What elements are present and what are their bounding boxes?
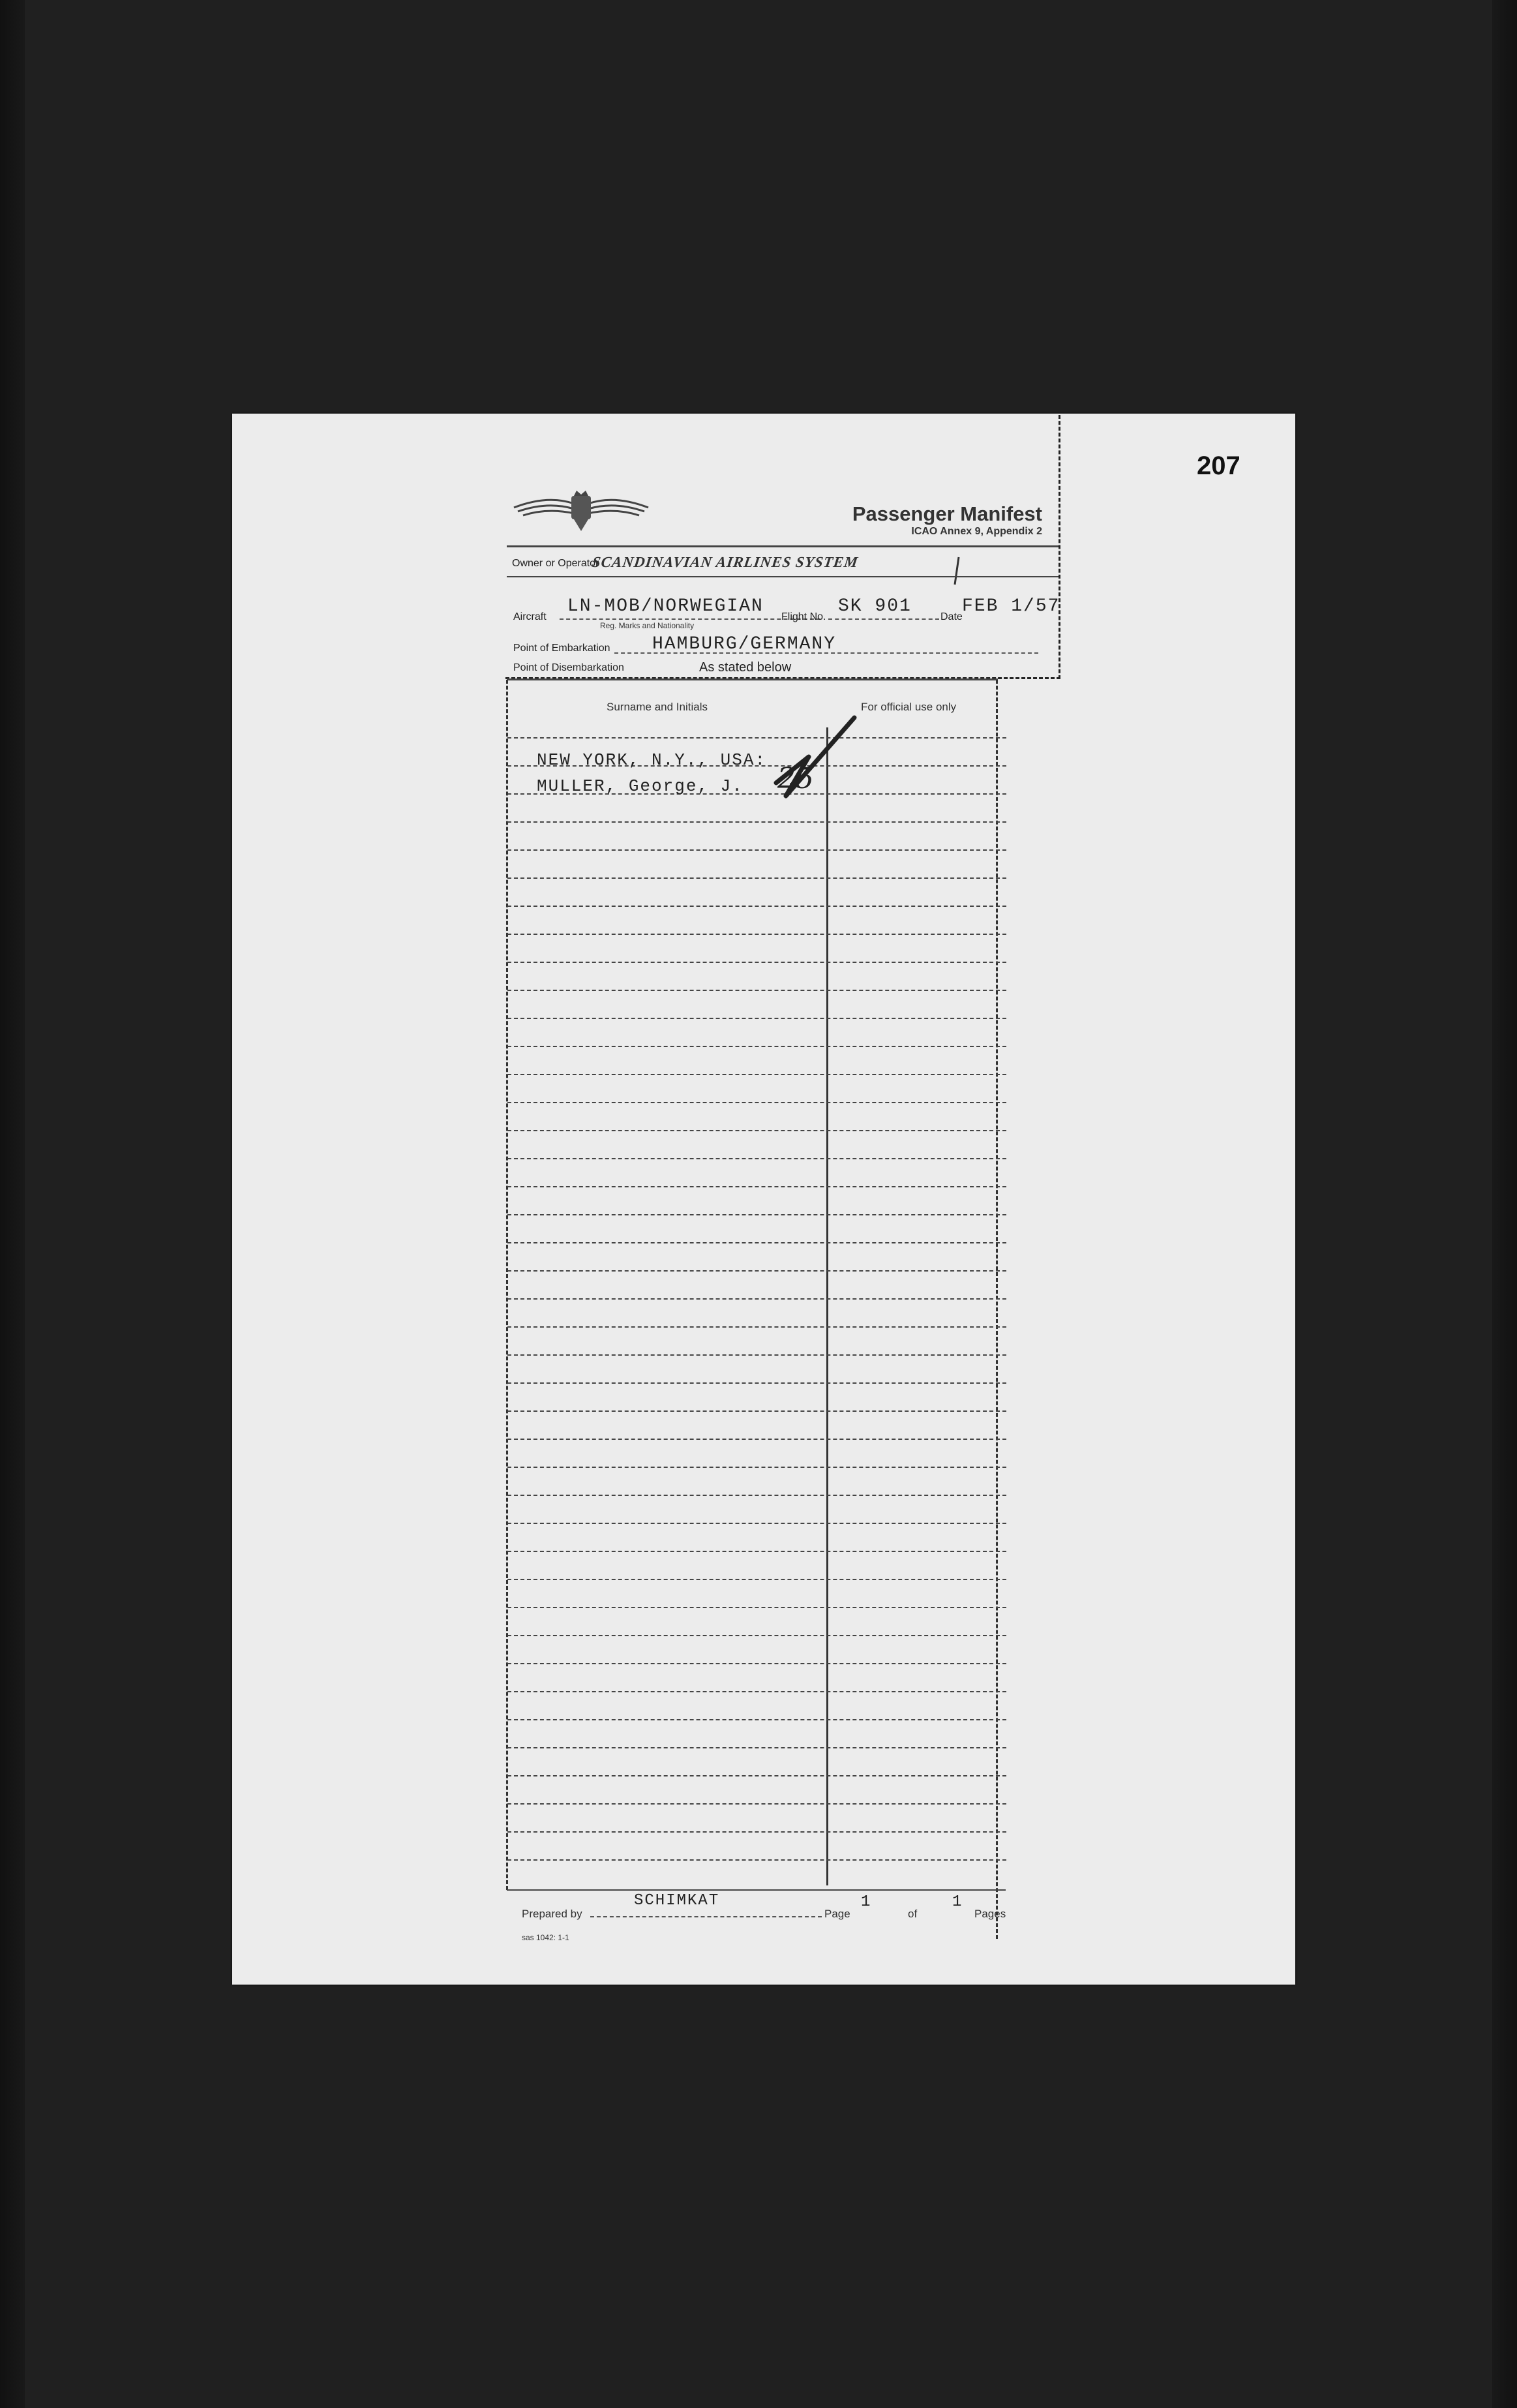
flight-label: Flight No. [781,611,826,622]
aircraft-label: Aircraft [513,611,547,622]
rule-top [507,545,1059,547]
embarkation-value: HAMBURG/GERMANY [652,634,837,654]
prepared-value: SCHIMKAT [634,1892,720,1910]
table-row-line [507,1326,1006,1328]
table-row-line [507,1046,1006,1047]
table-row-line [507,1130,1006,1131]
flight-value: SK 901 [838,596,912,617]
table-row-line [507,1410,1006,1412]
table-row-line [507,1270,1006,1272]
table-row-line [507,1859,1006,1861]
tick-mark [951,556,964,586]
table-row-line [507,1831,1006,1833]
page-label: Page [824,1908,850,1920]
aircraft-caption: Reg. Marks and Nationality [600,621,695,630]
disembarkation-label: Point of Disembarkation [513,662,624,673]
table-divider [826,727,828,1885]
date-label: Date [940,611,963,622]
embarkation-underline [614,652,1038,654]
table-left-edge [506,680,508,1890]
table-row-line [507,1467,1006,1468]
pages-label: Pages [974,1908,1006,1920]
table-row-line [507,1607,1006,1608]
table-row-line [507,1102,1006,1103]
table-row-line [507,1186,1006,1187]
table-row-line [507,1214,1006,1215]
total-pages-value: 1 [952,1893,963,1911]
table-row-line [507,1018,1006,1019]
disembarkation-value: As stated below [699,660,792,675]
form-title: Passenger Manifest [852,502,1042,525]
form-code: sas 1042: 1-1 [522,1933,569,1942]
table-row-line [507,1635,1006,1636]
prepared-label: Prepared by [522,1908,582,1920]
owner-label: Owner or Operator [512,558,599,569]
table-row-line [507,1663,1006,1664]
airline-wings-logo [509,483,653,535]
aircraft-value: LN-MOB/NORWEGIAN [567,596,764,617]
date-value: FEB 1/57 [962,596,1060,617]
col-surname-header: Surname and Initials [607,701,708,713]
embarkation-label: Point of Embarkation [513,643,610,654]
entry-destination: NEW YORK, N.Y., USA: [537,750,767,770]
table-row-line [507,1495,1006,1496]
table-row-line [507,1523,1006,1524]
entry-passenger: MULLER, George, J. [537,776,743,796]
table-row-line [507,1747,1006,1748]
col-official-header: For official use only [861,701,957,713]
table-row-line [507,1551,1006,1552]
table-row-line [507,1775,1006,1776]
table-row-line [507,1439,1006,1440]
table-row-line [507,1691,1006,1692]
table-row-line [507,990,1006,991]
table-row-line [507,821,1006,823]
table-row-line [507,1719,1006,1720]
rule-bottom [507,1889,1006,1891]
page-value: 1 [861,1893,872,1911]
table-row-line [507,1074,1006,1075]
table-row-line [507,877,1006,879]
rule-owner [507,576,1059,577]
table-row-line [507,1354,1006,1356]
table-row-line [507,962,1006,963]
table-row-line [507,1242,1006,1243]
flight-underline [828,618,939,620]
form-subtitle: ICAO Annex 9, Appendix 2 [911,526,1042,537]
owner-value: SCANDINAVIAN AIRLINES SYSTEM [591,554,860,570]
sheet-number: 207 [1197,451,1240,480]
of-label: of [908,1908,918,1920]
handwritten-annotation: 25 [777,762,814,795]
table-row-line [507,1298,1006,1300]
table-row-line [507,849,1006,851]
rule-table-top [507,678,998,680]
table-row-line [507,1382,1006,1384]
table-row-line [507,906,1006,907]
prepared-underline [590,1916,822,1917]
table-row-line [507,1803,1006,1805]
table-row-line [507,1579,1006,1580]
table-right-edge [996,680,998,1939]
table-row-line [507,1158,1006,1159]
table-row-line [507,737,1006,739]
table-row-line [507,934,1006,935]
